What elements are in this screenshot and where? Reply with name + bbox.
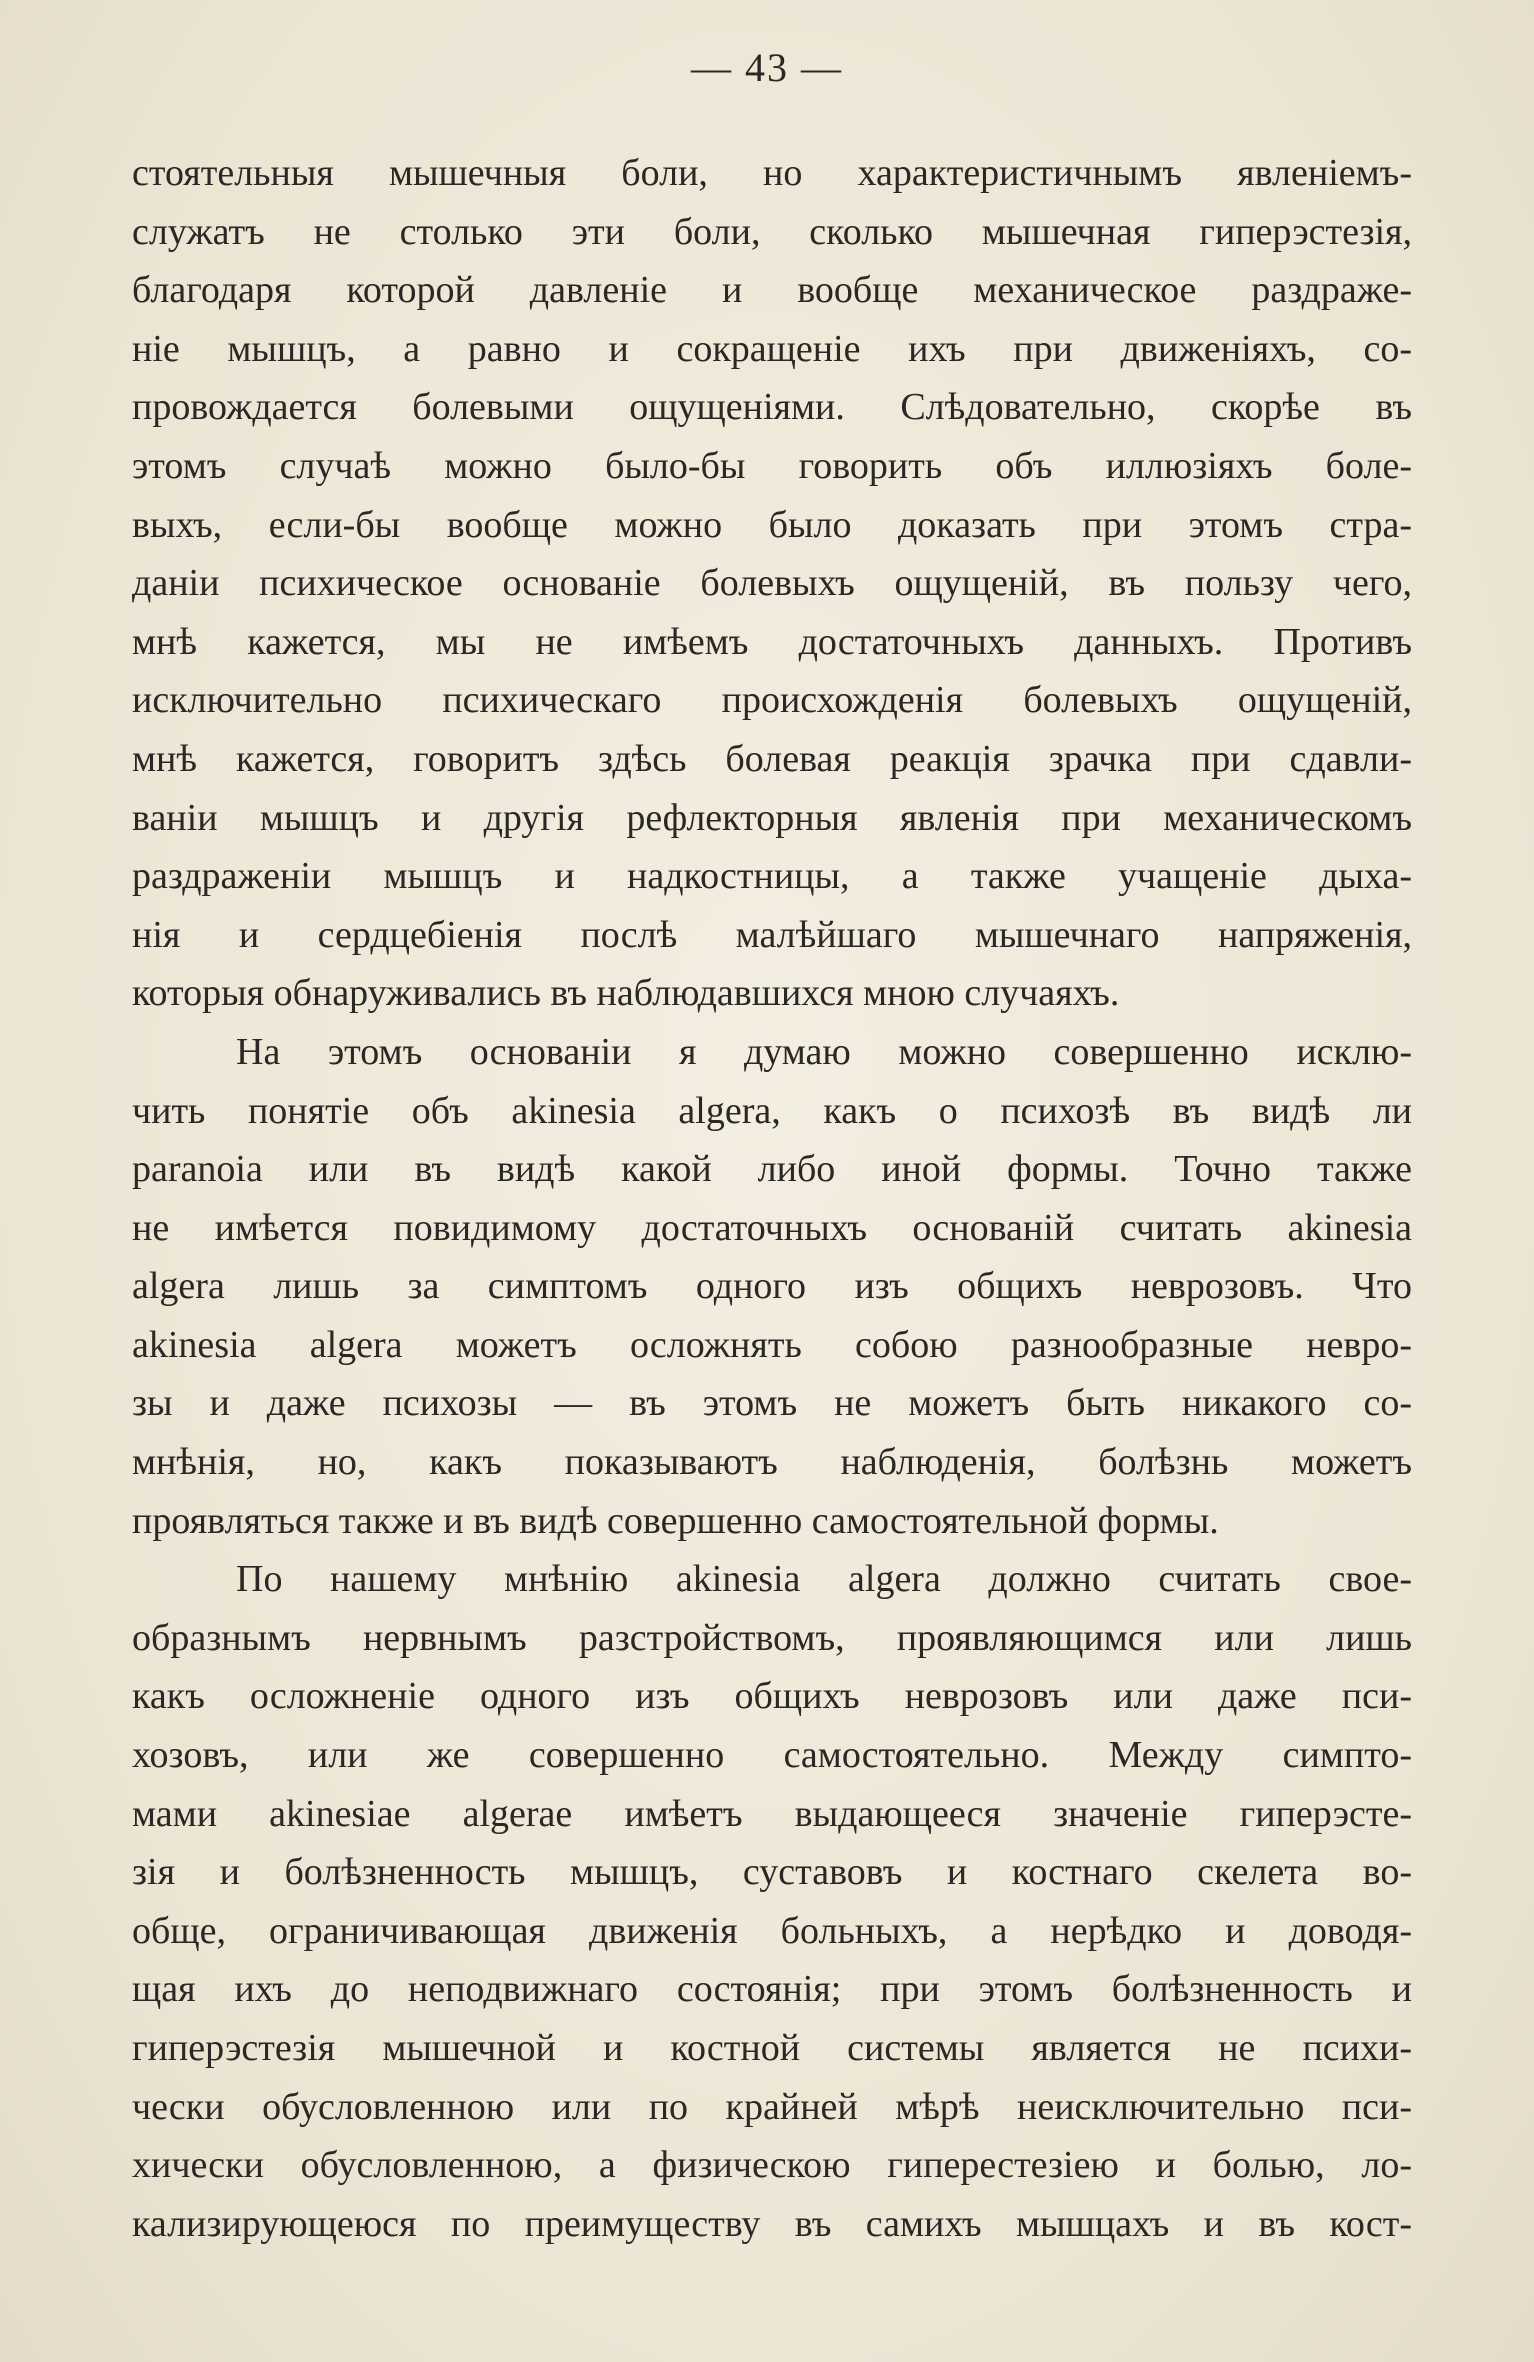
- text-line: мнѣ кажется, говоритъ здѣсь болевая реакція зрачка при сдавли-: [132, 737, 1412, 780]
- text-line: какъ осложненіе одного изъ общихъ неврозовъ или даже пси-: [132, 1675, 1412, 1718]
- body-text: [132, 144, 1412, 2253]
- text-line: зія и болѣзненность мышцъ, суставовъ и костнаго скелета во-: [132, 1851, 1412, 1894]
- text-line: не имѣется повидимому достаточныхъ основаній считать akinesia: [132, 1206, 1412, 1249]
- text-line: обще, ограничивающая движенія больныхъ, а нерѣдко и доводя-: [132, 1909, 1412, 1952]
- text-line: мнѣнія, но, какъ показываютъ наблюденія, болѣзнь можетъ: [132, 1441, 1412, 1484]
- text-line: algera лишь за симптомъ одного изъ общихъ неврозовъ. Что: [132, 1265, 1412, 1308]
- text-line: провождается болевыми ощущеніями. Слѣдовательно, скорѣе въ: [132, 386, 1412, 429]
- text-line: которыя обнаруживались въ наблюдавшихся мною случаяхъ.: [132, 972, 1120, 1015]
- text-line: зы и даже психозы — въ этомъ не можетъ быть никакого со-: [132, 1382, 1412, 1425]
- text-line: гиперэстезія мышечной и костной системы является не психи-: [132, 2027, 1412, 2069]
- text-line: образнымъ нервнымъ разстройствомъ, проявляющимся или лишь: [132, 1616, 1412, 1659]
- text-line: исключительно психическаго происхожденія болевыхъ ощущеній,: [132, 679, 1412, 722]
- text-line: ніе мышцъ, а равно и сокращеніе ихъ при движеніяхъ, со-: [132, 327, 1412, 370]
- text-line: проявляться также и въ видѣ совершенно самостоятельной формы.: [132, 1499, 1219, 1542]
- text-line: кализирующеюся по преимуществу въ самихъ мышцахъ и въ кост-: [132, 2202, 1412, 2245]
- text-line: чить понятіе объ akinesia algera, какъ о психозѣ въ видѣ ли: [132, 1089, 1412, 1132]
- text-line: нія и сердцебіенія послѣ малѣйшаго мышечнаго напряженія,: [132, 913, 1412, 956]
- text-line: стоятельныя мышечныя боли, но характеристичнымъ явленіемъ-: [132, 152, 1412, 194]
- text-line: раздраженіи мышцъ и надкостницы, а также учащеніе дыха-: [132, 855, 1412, 898]
- paragraph: [132, 144, 1412, 1023]
- text-line: По нашему мнѣнію akinesia algera должно считать свое-: [236, 1558, 1412, 1601]
- text-line: akinesia algera можетъ осложнять собою разнообразные невро-: [132, 1323, 1412, 1366]
- text-line: хически обусловленною, а физическою гиперестезіею и болью, ло-: [132, 2144, 1412, 2187]
- text-line: На этомъ основаніи я думаю можно совершенно исклю-: [236, 1030, 1412, 1073]
- text-line: этомъ случаѣ можно было-бы говорить объ иллюзіяхъ боле-: [132, 444, 1412, 487]
- text-line: хозовъ, или же совершенно самостоятельно. Между симпто-: [132, 1734, 1412, 1777]
- text-line: благодаря которой давленіе и вообще механическое раздраже-: [132, 269, 1412, 312]
- text-line: выхъ, если-бы вообще можно было доказать при этомъ стра-: [132, 503, 1412, 546]
- text-line: чески обусловленною или по крайней мѣрѣ неисключительно пси-: [132, 2085, 1412, 2128]
- paragraph: [132, 1023, 1412, 1550]
- text-line: мами akinesiae algerae имѣетъ выдающееся значеніе гиперэсте-: [132, 1792, 1412, 1835]
- page-number: — 43 —: [691, 45, 843, 90]
- text-line: щая ихъ до неподвижнаго состоянія; при этомъ болѣзненность и: [132, 1968, 1412, 2011]
- text-line: мнѣ кажется, мы не имѣемъ достаточныхъ данныхъ. Противъ: [132, 620, 1412, 663]
- text-line: служатъ не столько эти боли, сколько мышечная гиперэстезія,: [132, 210, 1412, 253]
- text-line: даніи психическое основаніе болевыхъ ощущеній, въ пользу чего,: [132, 562, 1412, 605]
- text-line: paranoia или въ видѣ какой либо иной формы. Точно также: [132, 1148, 1412, 1191]
- text-line: ваніи мышцъ и другія рефлекторныя явленія при механическомъ: [132, 796, 1412, 839]
- paragraph: [132, 1550, 1412, 2253]
